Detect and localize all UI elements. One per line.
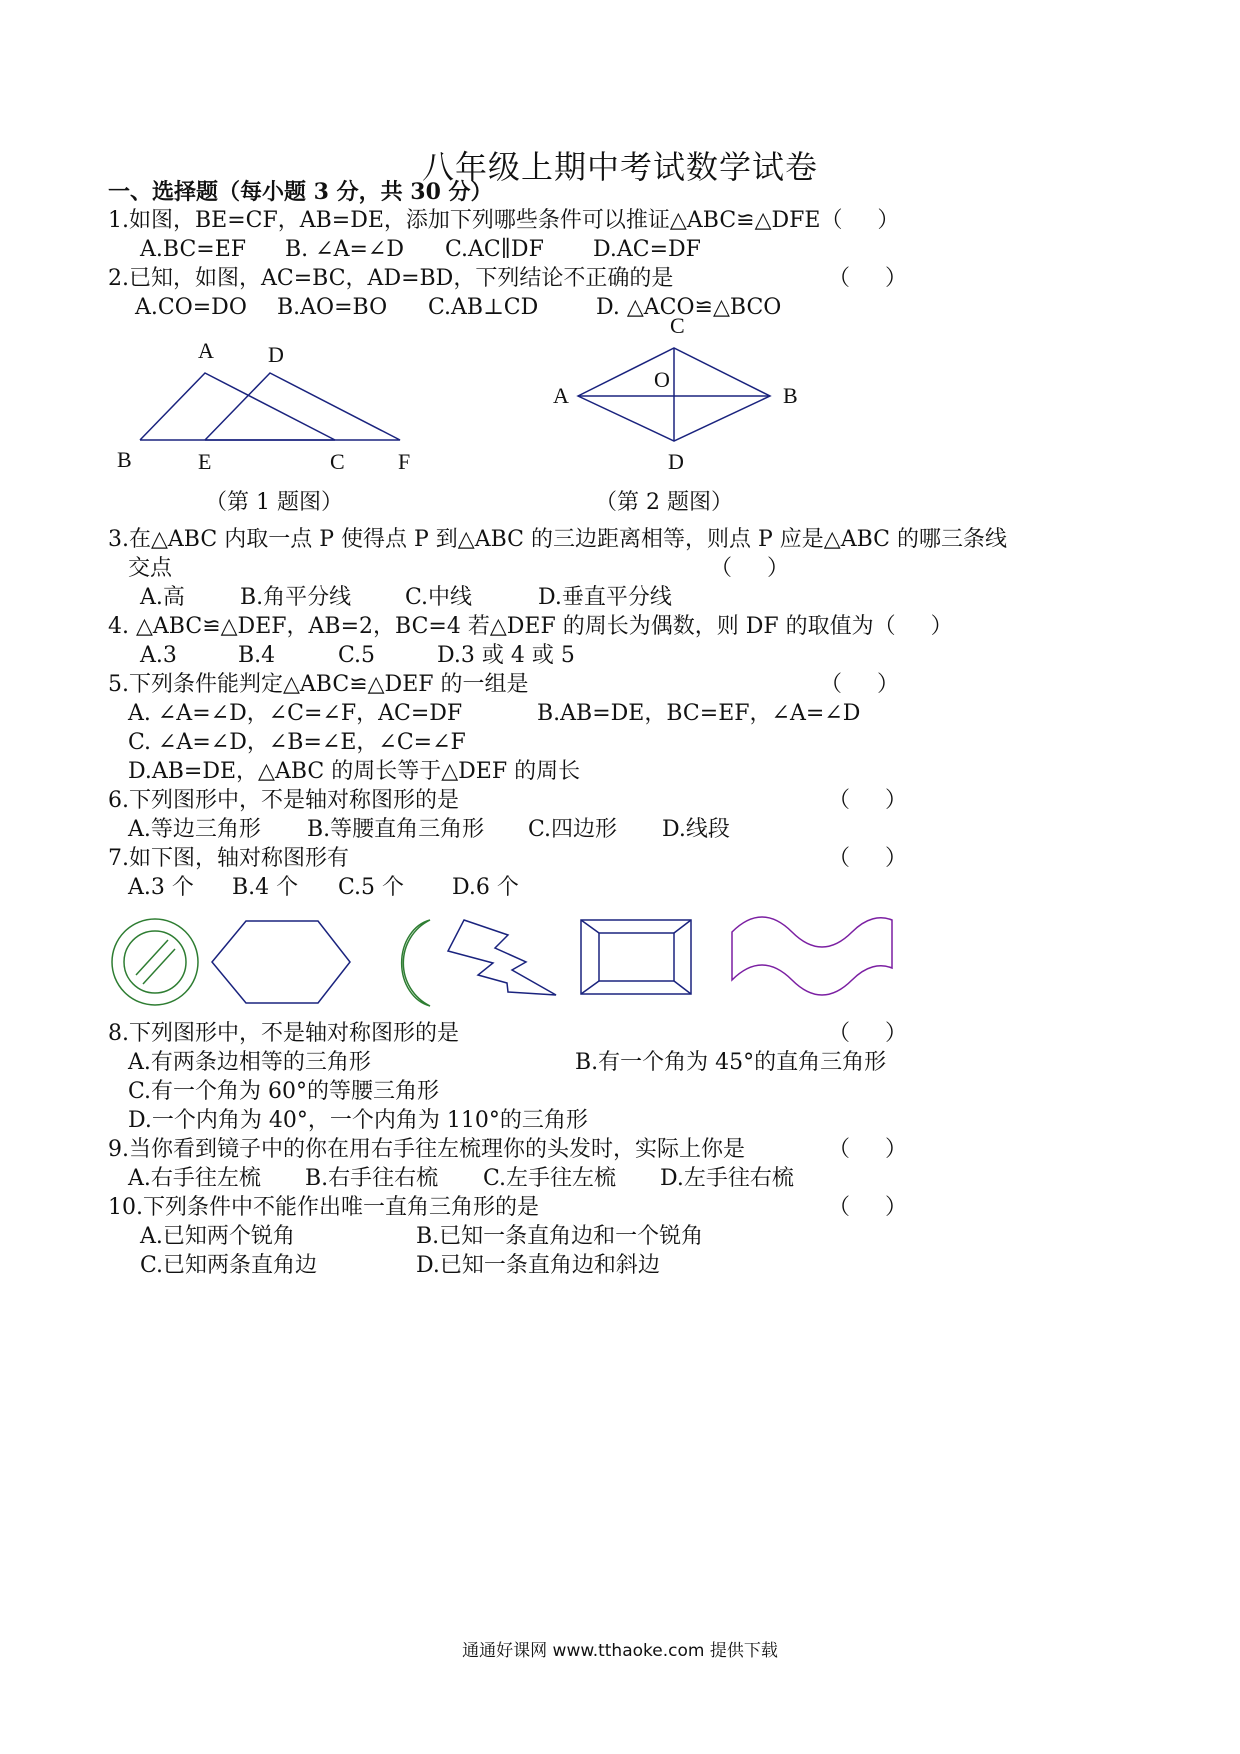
fig2-label-o: O (654, 367, 670, 392)
shape-frame (581, 920, 691, 994)
question-3-option-a: A.高 (140, 585, 185, 610)
slash-line-2 (143, 949, 175, 984)
figure-1-triangles (140, 373, 400, 440)
question-1-stem: 1.如图，BE=CF，AB=DE，添加下列哪些条件可以推证△ABC≌△DFE（ ） (108, 208, 900, 233)
question-10-option-c: C.已知两条直角边 (140, 1253, 318, 1278)
fig1-label-e: E (198, 449, 212, 474)
question-9-option-a: A.右手往左梳 (128, 1166, 261, 1191)
shape-lightning (448, 920, 556, 995)
question-6-option-a: A.等边三角形 (128, 817, 261, 842)
question-7-option-c: C.5 个 (338, 875, 405, 900)
fig1-label-b: B (117, 447, 132, 472)
figure-2-kite (578, 348, 770, 441)
inner-circle (124, 931, 186, 993)
question-4-option-b: B.4 (238, 643, 276, 668)
fig1-label-a: A (198, 338, 214, 363)
question-6-stem: 6.下列图形中，不是轴对称图形的是 (108, 788, 459, 813)
page-title: 八年级上期中考试数学试卷 (421, 148, 818, 186)
shape-wave (732, 917, 892, 995)
question-9-option-d: D.左手往右梳 (660, 1166, 794, 1191)
question-6-option-c: C.四边形 (528, 817, 618, 842)
outer-circle (112, 919, 198, 1005)
question-2-answer-paren: （ ） (828, 266, 907, 291)
question-5-answer-paren: （ ） (820, 672, 899, 697)
question-4-option-d: D.3 或 4 或 5 (437, 643, 575, 668)
question-3-answer-paren: （ ） (710, 556, 789, 581)
question-10-option-b: B.已知一条直角边和一个锐角 (416, 1224, 704, 1249)
question-1-option-b: B. ∠A=∠D (285, 237, 404, 262)
question-8-option-b: B.有一个角为 45°的直角三角形 (575, 1050, 887, 1075)
fig1-label-c: C (330, 449, 345, 474)
question-8-option-c: C.有一个角为 60°的等腰三角形 (128, 1079, 440, 1104)
question-1-option-d: D.AC=DF (593, 237, 701, 262)
shape-circle-slash (112, 919, 198, 1005)
question-8-option-a: A.有两条边相等的三角形 (128, 1050, 371, 1075)
question-3-option-b: B.角平分线 (240, 585, 352, 610)
question-7-stem: 7.如下图，轴对称图形有 (108, 846, 349, 871)
question-2-option-a: A.CO=DO (135, 295, 247, 320)
question-6-option-d: D.线段 (662, 817, 730, 842)
fig2-label-b: B (783, 383, 798, 408)
question-7-option-b: B.4 个 (232, 875, 299, 900)
question-4-option-c: C.5 (338, 643, 376, 668)
question-10-option-a: A.已知两个锐角 (140, 1224, 295, 1249)
question-3-stem-continued: 交点 (128, 556, 173, 581)
shape-hexagon (212, 921, 350, 1003)
question-5-option-a: A. ∠A=∠D，∠C=∠F，AC=DF (128, 701, 463, 726)
fig1-label-f: F (398, 449, 411, 474)
figure-2-caption: （第 2 题图） (595, 490, 733, 515)
question-6-answer-paren: （ ） (828, 788, 907, 813)
slash-line-1 (136, 940, 168, 975)
question-9-option-b: B.右手往右梳 (305, 1166, 439, 1191)
question-8-answer-paren: （ ） (828, 1021, 907, 1046)
question-2-option-b: B.AO=BO (277, 295, 388, 320)
question-6-option-b: B.等腰直角三角形 (307, 817, 485, 842)
question-3-stem: 3.在△ABC 内取一点 P 使得点 P 到△ABC 的三边距离相等，则点 P 应是△ABC 的哪三条线 (108, 527, 1007, 552)
question-10-option-d: D.已知一条直角边和斜边 (416, 1253, 660, 1278)
page-footer: 通通好课网 www.tthaoke.com 提供下载 (462, 1641, 778, 1661)
frame-inner (599, 933, 674, 981)
question-1-option-a: A.BC=EF (140, 237, 247, 262)
fig2-label-d: D (668, 449, 684, 474)
question-2-stem: 2.已知，如图，AC=BC，AD=BD，下列结论不正确的是 (108, 266, 674, 291)
question-5-stem: 5.下列条件能判定△ABC≌△DEF 的一组是 (108, 672, 529, 697)
question-8-stem: 8.下列图形中，不是轴对称图形的是 (108, 1021, 459, 1046)
question-7-option-a: A.3 个 (128, 875, 194, 900)
question-7-option-d: D.6 个 (452, 875, 519, 900)
question-1-option-c: C.AC∥DF (445, 237, 544, 262)
fig1-label-d: D (268, 342, 284, 367)
question-10-answer-paren: （ ） (828, 1195, 907, 1220)
question-10-stem: 10.下列条件中不能作出唯一直角三角形的是 (108, 1195, 539, 1220)
question-7-answer-paren: （ ） (828, 846, 907, 871)
question-9-option-c: C.左手往左梳 (483, 1166, 617, 1191)
question-2-option-c: C.AB⊥CD (428, 295, 539, 320)
question-9-stem: 9.当你看到镜子中的你在用右手往左梳理你的头发时，实际上你是 (108, 1137, 745, 1162)
question-9-answer-paren: （ ） (828, 1137, 907, 1162)
question-4-stem: 4. △ABC≌△DEF，AB=2，BC=4 若△DEF 的周长为偶数，则 DF 的取值为（ ） (108, 614, 953, 639)
question-3-option-c: C.中线 (405, 585, 473, 610)
question-8-option-d: D.一个内角为 40°，一个内角为 110°的三角形 (128, 1108, 588, 1133)
fig2-label-a: A (553, 383, 569, 408)
question-5-option-d: D.AB=DE，△ABC 的周长等于△DEF 的周长 (128, 759, 581, 784)
question-5-option-c: C. ∠A=∠D，∠B=∠E，∠C=∠F (128, 730, 466, 755)
figure-1-caption: （第 1 题图） (205, 490, 343, 515)
section-heading: 一、选择题（每小题 3 分，共 30 分） (108, 179, 493, 205)
question-2-option-d: D. △ACO≌△BCO (596, 295, 782, 320)
triangle-def (205, 373, 400, 440)
question-5-option-b: B.AB=DE，BC=EF，∠A=∠D (537, 701, 861, 726)
fig2-label-c: C (670, 313, 685, 338)
question-4-option-a: A.3 (140, 643, 177, 668)
question-3-option-d: D.垂直平分线 (538, 585, 672, 610)
shape-crescent (402, 920, 430, 1006)
